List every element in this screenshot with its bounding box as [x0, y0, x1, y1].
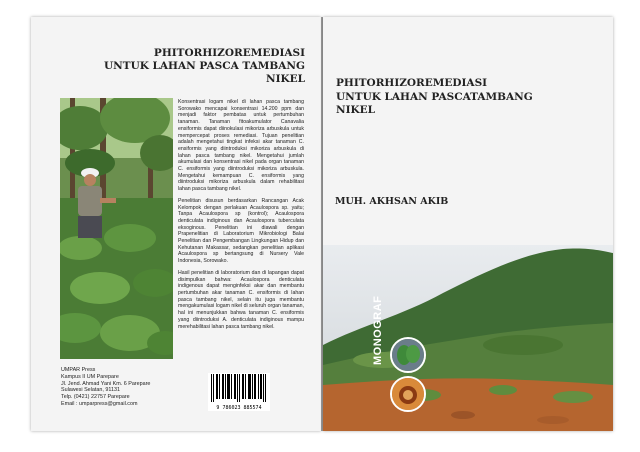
publisher-line: Sulawesi Selatan, 91131: [61, 387, 120, 394]
back-cover-title: [81, 47, 305, 86]
barcode-bars: [208, 373, 270, 403]
front-title-line: NIKEL: [336, 104, 376, 116]
root-sample-thumbnail: [390, 376, 426, 412]
synopsis-paragraph: Konsentrasi logam nikel di lahan pasca tambang Sorowako mencapai konsentrasi 14.200 ppm dan menjadi faktor pembatas untuk pertumbuhan tanaman. Tanaman fitoakumulator Canavalia ensiformis dapat diinokulasi mikoriza arbuskula untuk mempercepat proses remediasi. Tujuan penelitian adalah mengetahui tingkat infeksi akar tanaman C. ensiformis yang diintroduksi mikoriza arbuskula di lahan pasca tambang nikel. Mengetahui jumlah akumulasi dan konsentrasi nikel pada organ tanaman C. ensiformis yang diintroduksi mikoriza arbuskula. Mengetahui kemampuan C. ensiformis yang diintroduksi mikoriza arbuskula dalam rehabilitasi lahan pasca tambang nikel.: [178, 99, 304, 193]
front-cover: [323, 17, 613, 431]
publisher-line: UMPAR Press: [61, 367, 96, 373]
researcher-in-field-image: [60, 98, 173, 359]
back-title-line: PHITORHIZOREMEDIASI: [153, 47, 305, 59]
publisher-line: Email : umparpress@gmail.com: [61, 400, 138, 407]
back-title-line: NIKEL: [265, 73, 305, 85]
root-sample-icon: [392, 378, 424, 410]
back-title-line: UNTUK LAHAN PASCA TAMBANG: [104, 60, 305, 72]
back-cover: [31, 17, 321, 431]
synopsis-paragraph: Penelitian disusun berdasarkan Rancangan Acak Kelompok dengan perlakuan Acaulospora sp. yaitu; Tanpa Acaulospora sp (kontrol); Acaulospora denticulata indiginous dan Acaulospora tuberculata eksoginous. Penelitian ini diawali dengan Prapenelitian di Laboratorium Mikrobiologi Balai Penelitian dan Pengembangan Lingkungan Hidup dan Kehutanan Makassar, sedangkan penelitian aplikasi Acaulospora sp bertangsung di Nursery Vale Indonesia, Sorowako.: [178, 197, 304, 265]
front-cover-title: [336, 77, 533, 118]
publisher-line: Kampus II UM Parepare: [61, 373, 119, 380]
publisher-line: Jl. Jend. Ahmad Yani Km. 6 Parepare: [61, 380, 151, 387]
author-name: MUH. AKHSAN AKIB: [335, 196, 449, 207]
hillside-landscape-image: [323, 245, 613, 431]
synopsis-paragraph: Hasil penelitian di laboratorium dan di lapangan dapat disimpulkan bahwa: Acaulospora denticulata indigenous dapat menginfeksi akar dan membantu pertumbuhan akar tanaman C. ensiformis di lahan pasca tambang nikel, selain itu juga membantu mengakumulasi logam nikel di seluruh organ tanaman, hal ini menunjukkan bahwa tanaman C. ensiformis yang diintroduksi A. denticulata indiginous mampu merehabilitasi lahan pasca tambang nikel.: [178, 269, 304, 330]
plant-leaf-thumbnail: [390, 337, 426, 373]
isbn-barcode: [208, 373, 270, 411]
front-title-line: PHITORHIZOREMEDIASI: [336, 77, 488, 89]
researcher-photo: [60, 98, 173, 359]
back-cover-synopsis: [178, 99, 304, 335]
publisher-line: Telp. (0421) 22757 Parepare: [61, 394, 130, 401]
mining-landscape-photo: [323, 245, 613, 431]
series-label: MONOGRAF: [372, 295, 384, 365]
isbn-number: 9 786023 885574: [216, 405, 262, 411]
front-title-line: UNTUK LAHAN PASCATAMBANG: [336, 90, 533, 103]
leaf-icon: [392, 339, 424, 371]
publisher-info: [61, 367, 150, 408]
